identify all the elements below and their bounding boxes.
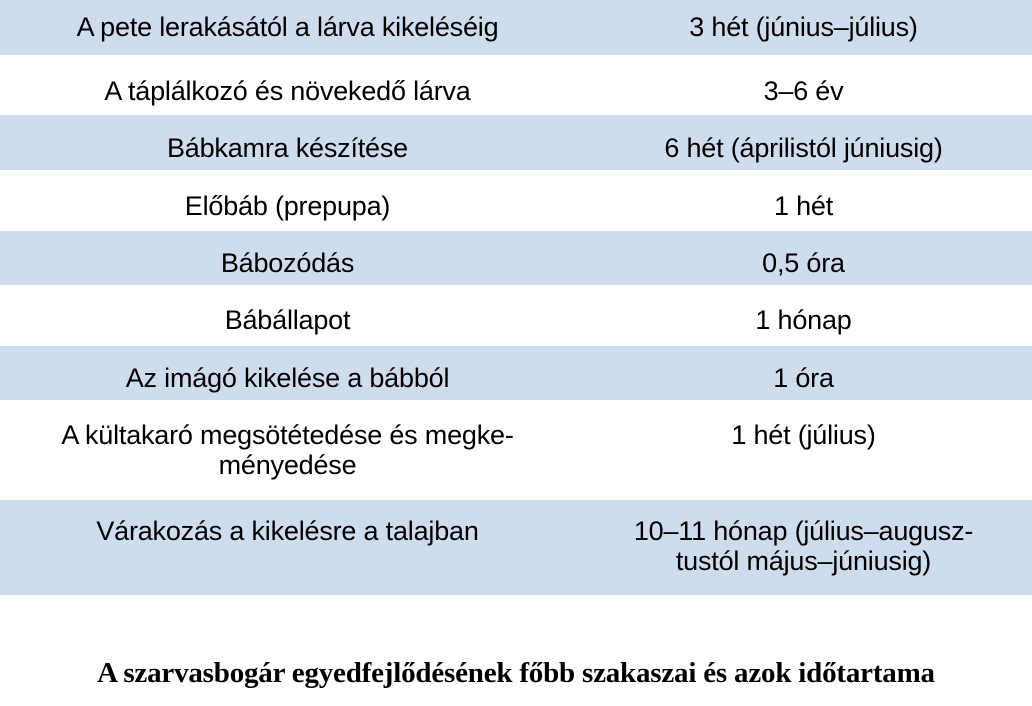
stage-cell: A táplálkozó és növekedő lárva xyxy=(104,76,471,106)
duration-cell: 0,5 óra xyxy=(762,248,845,278)
duration-cell: 3–6 év xyxy=(763,76,844,106)
table-row xyxy=(0,58,1032,115)
table-row xyxy=(0,403,1032,500)
table-row xyxy=(0,288,1032,346)
table-row xyxy=(0,173,1032,231)
stage-cell: Előbáb (prepupa) xyxy=(184,191,391,221)
table-row xyxy=(0,500,1032,598)
table-row xyxy=(0,115,1032,173)
stage-cell: Az imágó kikelése a bábból xyxy=(125,363,450,393)
duration-cell: 3 hét (június–július) xyxy=(689,12,918,42)
duration-cell: 10–11 hónap (július–augusz- tustól május–júniusig) xyxy=(633,516,974,576)
stage-cell: Bábkamra készítése xyxy=(166,133,408,163)
table-row xyxy=(0,346,1032,403)
stage-cell: Bábozódás xyxy=(220,248,355,278)
stage-cell: Bábállapot xyxy=(224,305,351,335)
stage-cell: A pete lerakásától a lárva kikeléséig xyxy=(76,12,499,42)
duration-cell: 1 hét (július) xyxy=(731,420,876,450)
table-caption: A szarvasbogár egyedfejlődésének főbb szakaszai és azok időtartama xyxy=(97,657,935,689)
duration-cell: 6 hét (áprilistól júniusig) xyxy=(664,133,943,163)
duration-cell: 1 hónap xyxy=(755,305,852,335)
table-row xyxy=(0,231,1032,288)
duration-cell: 1 óra xyxy=(773,363,834,393)
stage-cell: A kültakaró megsötétedése és megke- ményedése xyxy=(61,420,514,480)
table-row xyxy=(0,0,1032,58)
duration-cell: 1 hét xyxy=(773,191,834,221)
stage-cell: Várakozás a kikelésre a talajban xyxy=(96,516,479,546)
